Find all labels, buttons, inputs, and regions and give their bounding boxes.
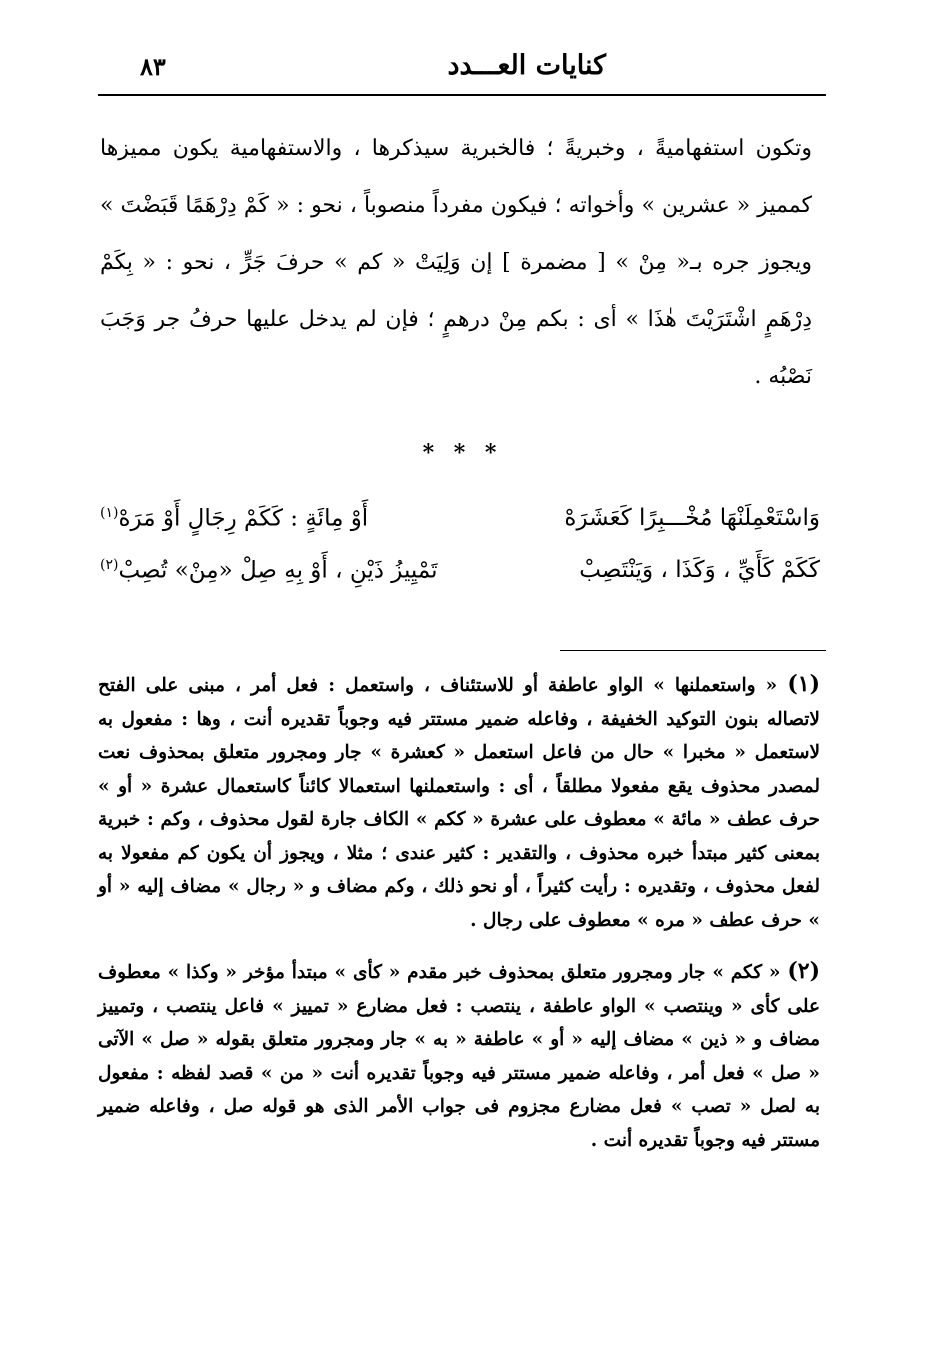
- main-paragraph: وتكون استفهاميةً ، وخبريةً ؛ فالخبرية سيذكرها ، والاستفهامية يكون مميزها كمميز « عشرين » وأخواته ؛ فيكون مفرداً منصوباً ، نحو : « كَمْ دِرْهَمًا قَبَضْتَ » ويجوز جره بـ« مِنْ » [ مضمرة ] إن وَلِيَتْ « كم » حرفَ جَرٍّ ، نحو : « بِكَمْ دِرْهَمٍ اشْتَرَيْتَ هٰذَا » أى : بكم مِنْ درهمٍ ؛ فإن لم يدخل عليها حرفُ جر وَجَبَ نَصْبُه .: [100, 136, 813, 389]
- footnote-2-marker: (٢): [787, 958, 820, 984]
- header-rule: [98, 94, 826, 96]
- footnote-1: [98, 668, 820, 937]
- verse-1-note-marker[interactable]: (١): [100, 505, 119, 521]
- verse-2-note-marker[interactable]: (٢): [100, 557, 119, 573]
- section-separator: * * *: [422, 440, 503, 466]
- poem-verses: [100, 505, 820, 609]
- footnote-2: [98, 955, 820, 1157]
- running-title: كنايات العـــدد: [447, 50, 606, 81]
- footnotes: [98, 668, 820, 1157]
- verse-1-first-hemistich: وَاسْتَعْمِلَنْهَا مُخْـــبِرًا كَعَشَرَهْ: [564, 505, 820, 531]
- verse-2-second-hemistich: تَمْيِيزُ ذَيْنِ ، أَوْ بِهِ صِلْ «مِنْ» تُصِبْ$^{(٢)}$: [100, 557, 438, 584]
- footnote-rule: [560, 650, 826, 651]
- footnote-1-marker: (١): [787, 671, 820, 697]
- verse-1: [100, 505, 820, 557]
- page-header: [98, 40, 826, 90]
- verse-1-second-hemistich: أَوْ مِائَةٍ : كَكَمْ رِجَالٍ أَوْ مَرَهْ$^{(١)}$: [100, 505, 369, 532]
- main-text: [100, 120, 812, 405]
- footnote-2-text: « ككم » جار ومجرور متعلق بمحذوف خبر مقدم « كأى » مبتدأ مؤخر « وكذا » معطوف على كأى « وينتصب » الواو عاطفة ، ينتصب : فعل مضارع « تمييز » فاعل ينتصب ، وتمييز مضاف و « ذين » مضاف إليه « أو » عاطفة « به » جار ومجرور متعلق بقوله « صل » الآتى « صل » فعل أمر ، وفاعله ضمير مستتر فيه وجوباً تقديره أنت « من » قصد لفظه : مفعول به لصل « تصب » فعل مضارع مجزوم فى جواب الأمر الذى هو قوله صل ، وفاعله ضمير مستتر فيه وجوباً تقديره أنت .: [98, 962, 820, 1151]
- footnote-1-text: « واستعملنها » الواو عاطفة أو للاستئناف ، واستعمل : فعل أمر ، مبنى على الفتح لاتصاله بنون التوكيد الخفيفة ، وفاعله ضمير مستتر فيه وجوباً تقديره أنت ، وها : مفعول به لاستعمل « مخبرا » حال من فاعل استعمل « كعشرة » جار ومجرور متعلق بمحذوف نعت لمصدر محذوف يقع مفعولا مطلقاً ، أى : واستعملنها استعمالا كائناً كاستعمال عشرة « أو » حرف عطف « مائة » معطوف على عشرة « ككم » الكاف جارة لقول محذوف ، وكم : خبرية بمعنى كثير مبتدأ خبره محذوف ، والتقدير : كثير عندى ؛ مثلا ، ويجوز أن يكون كم مفعولا به لفعل محذوف ، وتقديره : رأيت كثيراً ، أو نحو ذلك ، وكم مضاف و « رجال » مضاف إليه « أو » حرف عطف « مره » معطوف على رجال .: [98, 675, 820, 931]
- page-number: ٨٣: [140, 52, 166, 81]
- verse-2-first-hemistich: كَكَمْ كَأَيِّ ، وَكَذَا ، وَيَنْتَصِبْ: [579, 557, 820, 583]
- verse-2: [100, 557, 820, 609]
